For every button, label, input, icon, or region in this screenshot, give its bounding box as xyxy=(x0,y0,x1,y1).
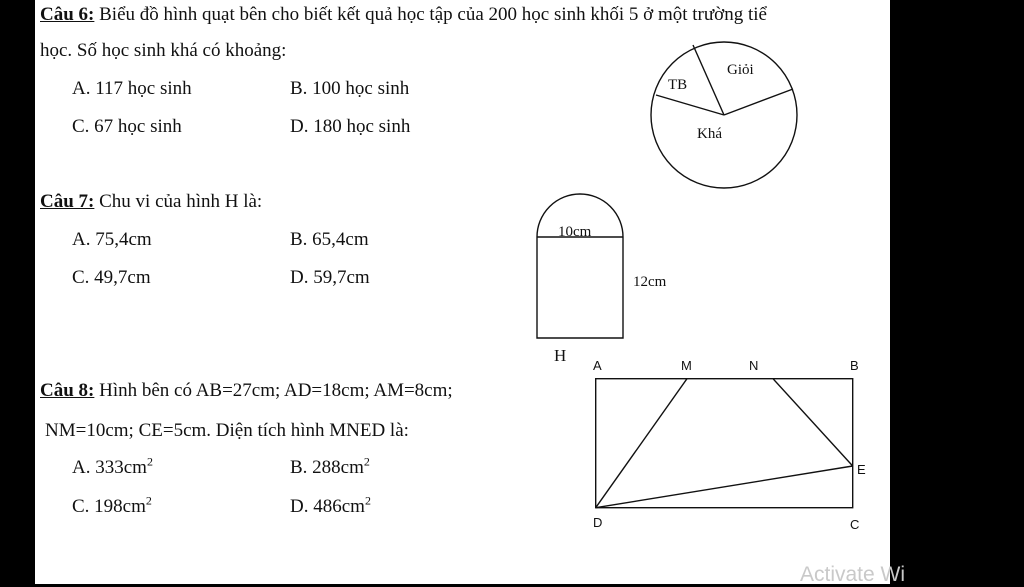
rectangle-figure xyxy=(595,378,855,510)
shape-h-name: H xyxy=(554,346,567,365)
pie-label-kha: Khá xyxy=(697,126,722,142)
question-8-line-1 xyxy=(40,381,453,400)
q8-option-a-sup: 2 xyxy=(146,454,153,469)
q6-option-b[interactable]: B. 100 học sinh xyxy=(290,78,410,99)
question-8-text: Hình bên có AB=27cm; AD=18cm; AM=8cm; xyxy=(99,380,453,401)
q6-option-d[interactable]: D. 180 học sinh xyxy=(290,116,411,137)
shape-h-height-label: 12cm xyxy=(633,274,667,290)
q8-option-a-text: A. 333cm xyxy=(72,457,147,478)
point-c-label: C xyxy=(850,517,860,532)
pie-chart xyxy=(650,41,798,189)
q6-option-a[interactable]: A. 117 học sinh xyxy=(72,78,192,99)
q8-option-c[interactable] xyxy=(72,493,152,517)
q8-option-c-text: C. 198cm xyxy=(72,496,146,517)
q8-option-d-text: D. 486cm xyxy=(290,496,365,517)
point-e-label: E xyxy=(857,462,866,477)
shape-h-outline xyxy=(537,194,623,338)
point-n-label: N xyxy=(749,358,759,373)
q8-option-d[interactable] xyxy=(290,493,371,517)
point-m-label: M xyxy=(681,358,692,373)
worksheet-page xyxy=(35,0,906,586)
q7-option-c[interactable]: C. 49,7cm xyxy=(72,267,151,288)
question-7-text: Chu vi của hình H là: xyxy=(99,191,263,212)
question-7-line xyxy=(40,192,262,211)
activate-windows-watermark: Activate Wi xyxy=(800,563,906,586)
question-6-text: Biểu đồ hình quạt bên cho biết kết quả học tập của 200 học sinh khối 5 ở một trường tiể xyxy=(99,4,767,25)
question-6-line-1 xyxy=(40,5,767,24)
rectangle-abcd xyxy=(596,379,853,508)
question-6-line-2: học. Số học sinh khá có khoảng: xyxy=(40,40,287,61)
point-b-label: B xyxy=(850,358,859,373)
shape-h-width-label: 10cm xyxy=(558,224,592,240)
question-7-label: Câu 7: xyxy=(40,191,95,212)
question-6-label: Câu 6: xyxy=(40,4,95,25)
q6-option-c[interactable]: C. 67 học sinh xyxy=(72,116,182,137)
pie-label-gioi: Giỏi xyxy=(727,62,754,78)
q8-option-c-sup: 2 xyxy=(145,493,152,508)
q8-option-b-text: B. 288cm xyxy=(290,457,364,478)
q7-option-b[interactable]: B. 65,4cm xyxy=(290,229,369,250)
point-a-label: A xyxy=(593,358,602,373)
q8-option-a[interactable] xyxy=(72,454,153,478)
q8-option-d-sup: 2 xyxy=(364,493,371,508)
question-8-label: Câu 8: xyxy=(40,380,95,401)
q8-option-b-sup: 2 xyxy=(363,454,370,469)
question-8-line-2: NM=10cm; CE=5cm. Diện tích hình MNED là: xyxy=(45,420,409,441)
q7-option-d[interactable]: D. 59,7cm xyxy=(290,267,370,288)
q7-option-a[interactable]: A. 75,4cm xyxy=(72,229,152,250)
q8-option-b[interactable] xyxy=(290,454,370,478)
point-d-label: D xyxy=(593,515,603,530)
pie-label-tb: TB xyxy=(668,77,688,93)
shape-h-figure xyxy=(535,195,625,340)
